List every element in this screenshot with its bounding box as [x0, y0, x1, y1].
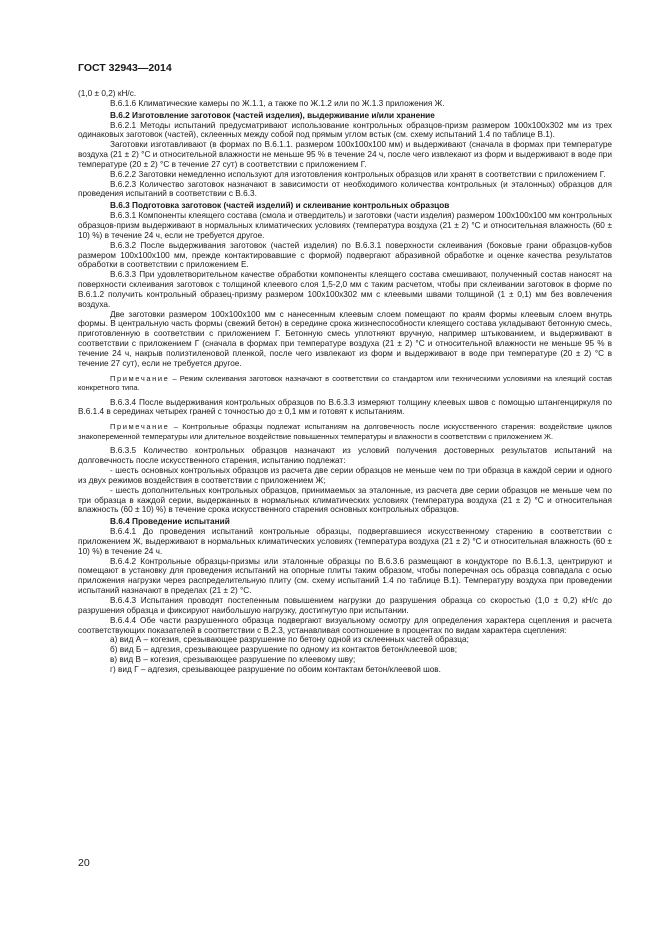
list-item: в) вид В – когезия, срезывающее разрушение по клеевому шву;	[110, 655, 356, 665]
paragraph: В.6.4.4 Обе части разрушенного образца подвергают визуальному осмотру для определения характера сцепления и расчета соответствующих показателей в соответствии с В.2.3, устанавливая соотношение в процентах по видам характера сцепления:	[78, 615, 612, 635]
list-item: б) вид Б – адгезия, срезывающее разрушение по одному из контактов бетон/клеевой шов;	[110, 645, 458, 655]
paragraph: Заготовки изготавливают (в формах по В.6.1.1. размером 100х100х100 мм) и выдерживают (сначала в формах при температуре воздуха (21 ± 2) °С и относительной влажности не меньше 95 % в течение 24 ч, после чего извлекают из форм и выдерживают в воде при температуре (20 ± 2) °С в течение 27 сут) в соответствии с приложением Г.	[78, 140, 612, 169]
page-number: 20	[78, 857, 90, 869]
paragraph: В.6.3.3 При удовлетворительном качестве обработки компоненты клеящего состава смешивают, полученный состав наносят на поверхности склеивания заготовок с толщиной клеевого слоя 1,5-2,0 мм с таким расчетом, чтобы при склеивании заготовок в форме по В.6.1.2 получить контрольный образец-призму размером 100х100х302 мм с клеевыми швами толщиной (1 ± 0,1) мм без вовлечения воздуха.	[78, 270, 612, 309]
section-heading: В.6.3 Подготовка заготовок (частей изделий) и склеивание контрольных образцов	[110, 201, 450, 211]
note-label: Примечание	[110, 373, 170, 383]
paragraph: В.6.4.3 Испытания проводят постепенным повышением нагрузки до разрушения образца со скоростью (1,0 ± 0,2) кН/с до разрушения образца и фиксируют наибольшую нагрузку, достигнутую при испытании.	[78, 595, 612, 615]
paragraph: - шесть основных контрольных образцов из расчета две серии образцов не меньше чем по три образца в каждой серии и одного из двух режимов воздействия в соответствии с приложением Ж;	[78, 466, 612, 485]
note-text: – Режим склеивания заготовок назначают в соответствии со стандартом или техническими условиями на клеящий состав конкретного типа.	[78, 373, 612, 393]
paragraph: - шесть дополнительных контрольных образцов, принимаемых за эталонные, из расчета две серии образцов не меньше чем по три образца в каждой серии, выдержанных в нормальных климатических условиях (температура воздуха (21 ± 2) °С и относительная влажность (60 ± 10) %) в течение срока искусственного старения основных контрольных образцов.	[78, 485, 612, 515]
paragraph: В.6.3.4 После выдерживания контрольных образцов по В.6.3.3 измеряют толщину клеевых швов с помощью штангенциркуля по В.6.1.4 в серединах четырех граней с точностью до ± 0,1 мм и готовят к испытаниям.	[78, 397, 612, 417]
paragraph: В.6.2.2 Заготовки немедленно используют для изготовления контрольных образцов или хранят в соответствии с приложением Г.	[110, 169, 606, 179]
section-heading: В.6.2 Изготовление заготовок (частей изделия), выдерживание и/или хранение	[110, 110, 435, 120]
paragraph: В.6.3.5 Количество контрольных образцов назначают из условий получения достоверных результатов испытаний на долговечность после искусственного старения, испытанию подлежат:	[78, 446, 612, 466]
page-body	[78, 89, 612, 675]
paragraph: Две заготовки размером 100х100х100 мм с нанесенным клеевым слоем помещают по краям формы клеевым слоем внутрь формы. В центральную часть формы (свежий бетон) в середине срока жизнеспособности клеящего состава укладывают бетонную смесь, приготовленную в соответствии с приложением Г. Бетонную смесь уплотняют вручную, например штыкованием, и выдерживают в соответствии с приложением Г (сначала в формах при температуре воздуха (21 ± 2) °С и относительной влажности не меньше 95 % в течение 24 ч, накрыв полиэтиленовой пленкой, после чего извлекают из форм и выдерживают в воде при температуре (20 ± 2) °С в течение 27 сут), если не требуется другое.	[78, 309, 612, 368]
document-header-title: ГОСТ 32943—2014	[78, 62, 172, 74]
paragraph: В.6.4.2 Контрольные образцы-призмы или эталонные образцы по В.6.3.6 размещают в кондукторе по В.6.1.3, центрируют и помещают в установку для проведения испытаний на опорные плиты таким образом, чтобы поперечная ось образца совпадала с осью приложения нагрузки через распределительную плиту (см. схему испытаний 1.4 по таблице В.1). Температуру воздуха при проведении испытаний назначают в пределах (21 ± 2) °С.	[78, 556, 612, 596]
paragraph: В.6.1.6 Климатические камеры по Ж.1.1, а также по Ж.1.2 или по Ж.1.3 приложения Ж.	[110, 98, 445, 108]
paragraph: (1,0 ± 0,2) кН/с.	[78, 89, 137, 98]
paragraph: В.6.2.1 Методы испытаний предусматривают использование контрольных образцов-призм размером 100х100х302 мм из трех одинаковых заготовок (частей), склеенных между собой под прямым углом встык (см. схему испытаний 1.4 по таблице В.1).	[78, 120, 612, 140]
section-heading: В.6.4 Проведение испытаний	[110, 517, 230, 527]
note	[78, 422, 612, 441]
list-item: а) вид А – когезия, срезывающее разрушение по бетону одной из склеенных частей образца;	[110, 635, 469, 645]
list-item: г) вид Г – адгезия, срезывающее разрушение по обоим контактам бетон/клеевой шов.	[110, 664, 441, 674]
paragraph: В.6.3.1 Компоненты клеящего состава (смола и отвердитель) и заготовки (части изделия) размером 100х100х100 мм контрольных образцов-призм выдерживают в нормальных климатических условиях (температура воздуха (21 ± 2) °С и относительная влажность (60 ± 10) %) в течение 24 ч, если не требуется другое.	[78, 211, 612, 240]
paragraph: В.6.2.3 Количество заготовок назначают в зависимости от необходимого количества контрольных (и эталонных) образцов для проведения испытаний в соответствии с В.6.3.	[78, 179, 612, 199]
note-label: Примечание	[110, 422, 170, 432]
paragraph: В.6.4.1 До проведения испытаний контрольные образцы, подвергавшиеся искусственному старению в соответствии с приложением Ж, выдерживают в нормальных климатических условиях (температура воздуха (21 ± 2) °С и относительная влажность (60 ± 10) %) в течение 24 ч.	[78, 527, 612, 556]
note-text: – Контрольные образцы подлежат испытаниям на долговечность после искусственного старения: воздействие циклов знакопеременной температуры или длительное воздействие повышенных температуры и влажности в соответствии с приложением Ж.	[78, 422, 612, 441]
note	[78, 374, 612, 393]
paragraph: В.6.3.2 После выдерживания заготовок (частей изделия) по В.6.3.1 поверхности склеивания (боковые грани образцов-кубов размером 100х100х100 мм, прежде контактировавшие с формой) подвергают абразивной обработке и оценке качества результатов обработки в соответствии с приложением Е.	[78, 240, 612, 270]
